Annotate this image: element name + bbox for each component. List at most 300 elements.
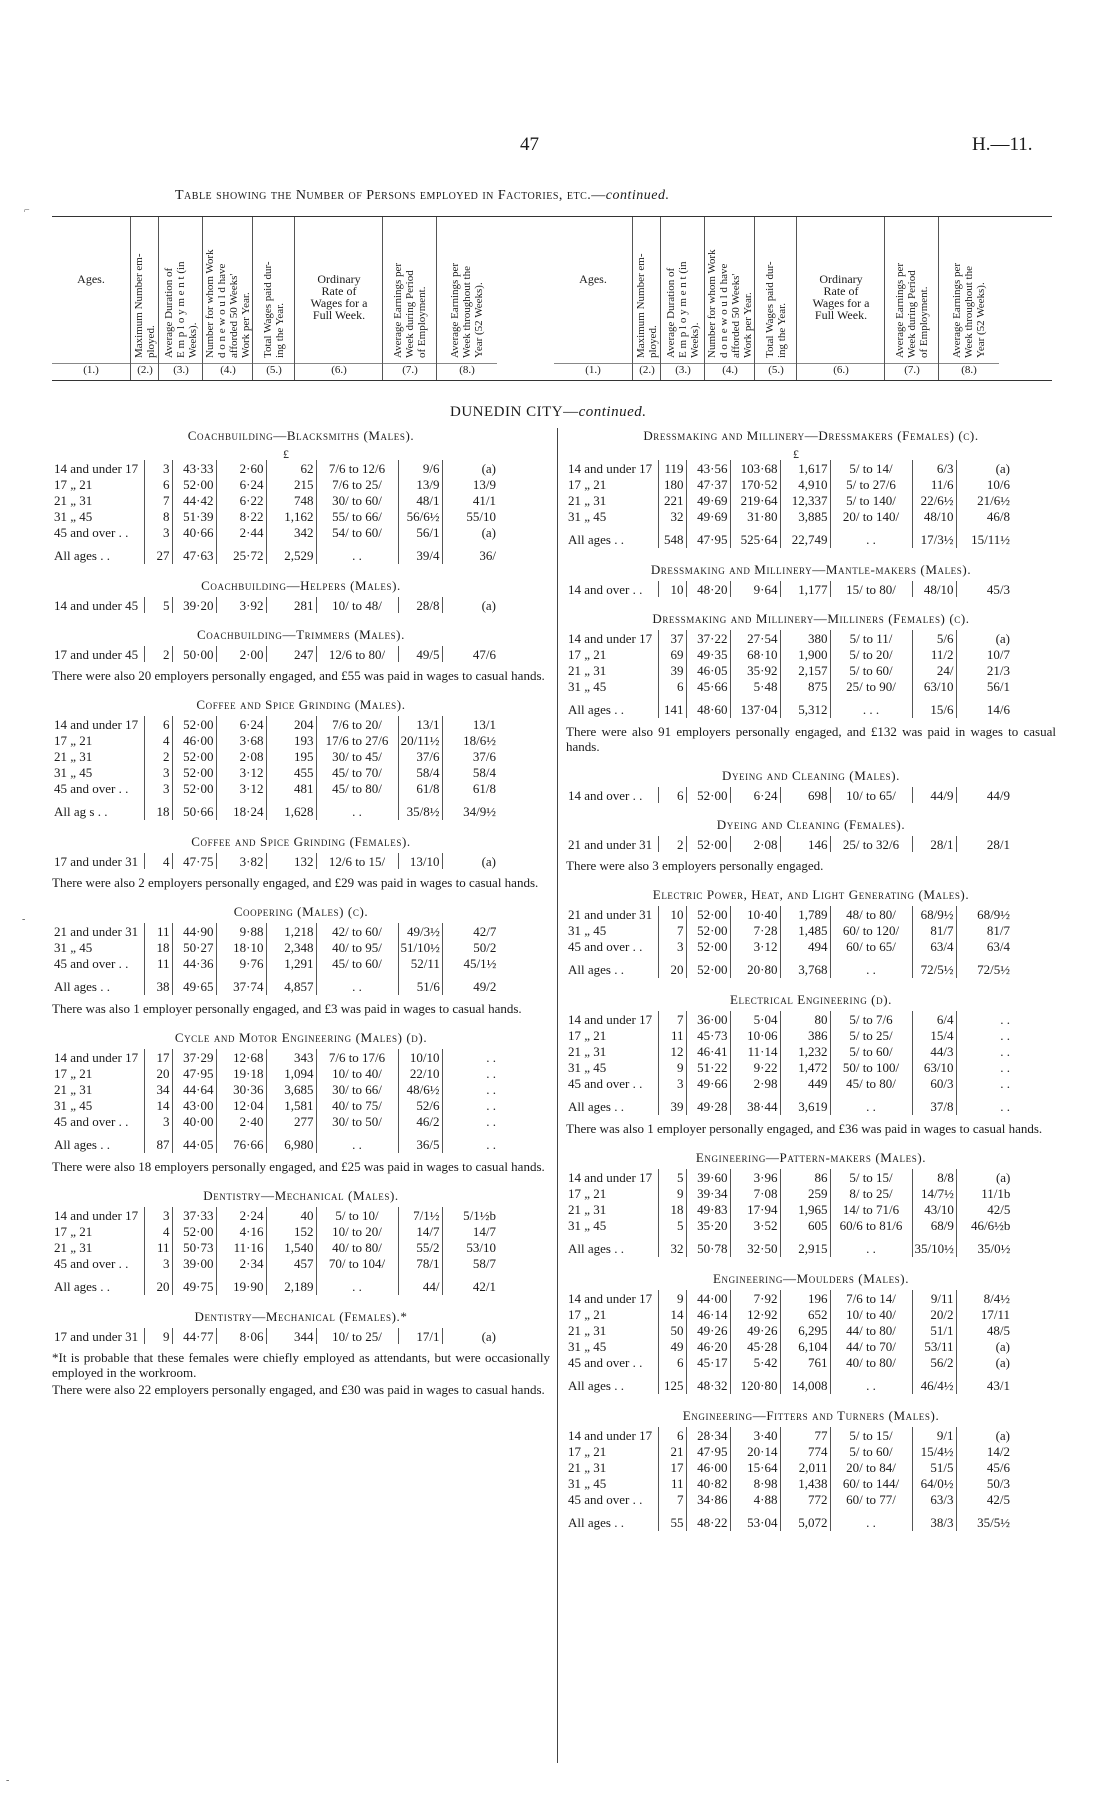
table-cell: 80	[780, 1011, 830, 1027]
table-cell: 39	[658, 1091, 686, 1115]
table-cell: . .	[442, 1113, 498, 1129]
table-cell: 45/ to 60/	[316, 955, 398, 971]
table-section	[52, 1030, 550, 1174]
table-row	[566, 1306, 1012, 1322]
table-cell: 31 „ 45	[54, 1097, 93, 1113]
table-cell: 1,162	[266, 508, 316, 524]
header-cell	[52, 217, 130, 380]
table-cell: 3·82	[216, 853, 266, 869]
table-cell: 146	[780, 836, 830, 852]
table-cell: 45 and over . .	[568, 1491, 643, 1507]
table-cell: 41/1	[442, 492, 498, 508]
table-cell: 15·64	[730, 1459, 780, 1475]
table-cell: All ages . .	[54, 547, 110, 563]
table-cell: 49	[658, 1338, 686, 1354]
table-cell: 14 and under 17	[568, 1290, 653, 1306]
section-title: Coachbuilding—Helpers (Males).	[201, 578, 401, 593]
table-cell: 2	[658, 836, 686, 852]
data-table	[566, 836, 1012, 852]
section-title: Electric Power, Heat, and Light Generating (Males).	[652, 887, 970, 902]
table-row	[566, 1059, 1012, 1075]
table-cell: 3	[658, 938, 686, 954]
table-cell: 5/ to 60/	[830, 1043, 912, 1059]
table-row	[566, 492, 1012, 508]
table-cell: 5/ to 60/	[830, 662, 912, 678]
table-cell: 1,617	[780, 460, 830, 476]
table-cell: 14 and under 45	[54, 597, 139, 613]
table-cell: 43·00	[172, 1097, 216, 1113]
table-cell: . .	[830, 1370, 912, 1394]
table-cell: 51·39	[172, 508, 216, 524]
table-cell: 35·20	[686, 1217, 730, 1233]
data-table	[52, 1207, 498, 1295]
table-cell: 132	[266, 853, 316, 869]
table-cell: 3	[144, 460, 172, 476]
table-cell: 11·16	[216, 1239, 266, 1255]
table-section	[52, 428, 550, 564]
table-cell: 50/ to 100/	[830, 1059, 912, 1075]
table-cell: 119	[658, 460, 686, 476]
table-cell: 81/7	[956, 922, 1012, 938]
table-cell: 52·00	[686, 836, 730, 852]
table-cell: 22/10	[398, 1065, 442, 1081]
table-cell: 42/5	[956, 1201, 1012, 1217]
table-cell: 10/6	[956, 476, 1012, 492]
table-cell: 40/ to 75/	[316, 1097, 398, 1113]
table-cell: 50·00	[172, 646, 216, 662]
header-cell	[158, 217, 203, 380]
table-cell: 44/ to 70/	[830, 1338, 912, 1354]
table-cell: 28/8	[398, 597, 442, 613]
table-section	[566, 428, 1056, 548]
header-label: Ages.	[77, 272, 105, 286]
table-cell: 50·66	[172, 796, 216, 820]
table-cell: 22,749	[780, 524, 830, 548]
table-cell: 51/5	[912, 1459, 956, 1475]
table-cell: 25/ to 90/	[830, 678, 912, 694]
header-label: Total Wages paid dur- ing the Year.	[262, 261, 286, 358]
section-title: Coffee and Spice Grinding (Females).	[191, 834, 411, 849]
table-cell: 5/ to 27/6	[830, 476, 912, 492]
table-cell: 343	[266, 1049, 316, 1065]
table-cell: 30/ to 66/	[316, 1081, 398, 1097]
table-cell: 56/1	[956, 678, 1012, 694]
section-note: There were also 18 employers personally engaged, and £25 was paid in wages to casual hands.	[52, 1159, 545, 1174]
table-row	[566, 1075, 1012, 1091]
table-cell: 36/5	[398, 1129, 442, 1153]
table-cell: 548	[658, 524, 686, 548]
table-cell: . .	[316, 796, 398, 820]
table-cell: 37·74	[216, 971, 266, 995]
table-cell: 21/3	[956, 662, 1012, 678]
table-cell: 47/6	[442, 646, 498, 662]
table-cell: 20	[144, 1271, 172, 1295]
table-cell: 50·27	[172, 939, 216, 955]
table-cell: 7/6 to 20/	[316, 716, 398, 732]
table-section	[566, 887, 1056, 978]
table-cell: 37	[658, 630, 686, 646]
table-cell: 17	[144, 1049, 172, 1065]
table-cell: 2·40	[216, 1113, 266, 1129]
table-cell: 457	[266, 1255, 316, 1271]
table-cell: 46/2	[398, 1113, 442, 1129]
table-cell: 87	[144, 1129, 172, 1153]
table-cell: 15/4	[912, 1027, 956, 1043]
total-row	[566, 954, 1012, 978]
left-column	[52, 428, 550, 1411]
table-cell: All ages . .	[568, 701, 624, 717]
table-cell: 60/ to 65/	[830, 938, 912, 954]
table-cell: 20	[144, 1065, 172, 1081]
table-cell: 52·00	[686, 787, 730, 803]
header-number: (8.)	[459, 364, 475, 376]
table-row	[52, 955, 498, 971]
table-cell: 37·22	[686, 630, 730, 646]
table-cell: 45 and over . .	[54, 780, 129, 796]
table-cell: 14 and under 17	[568, 1011, 653, 1027]
table-cell: 51/6	[398, 971, 442, 995]
table-cell: 1,581	[266, 1097, 316, 1113]
table-cell: 51/10½	[398, 939, 442, 955]
header-cell	[632, 217, 661, 380]
header-label: Ordinary Rate of Wages for a Full Week.	[812, 272, 870, 322]
table-cell: 21 „ 31	[54, 492, 93, 508]
table-cell: 3	[144, 764, 172, 780]
table-cell: 204	[266, 716, 316, 732]
table-cell: 6·22	[216, 492, 266, 508]
table-row	[52, 732, 498, 748]
table-cell: 18	[144, 939, 172, 955]
table-row	[566, 1043, 1012, 1059]
table-row	[52, 1065, 498, 1081]
table-cell: 3	[144, 524, 172, 540]
table-row	[52, 1223, 498, 1239]
table-cell: 8/ to 25/	[830, 1185, 912, 1201]
table-cell: 21/6½	[956, 492, 1012, 508]
table-cell: 9	[144, 1328, 172, 1344]
table-cell: 21 „ 31	[54, 1239, 93, 1255]
header-cell	[754, 217, 797, 380]
table-cell: 31 „ 45	[568, 1475, 607, 1491]
table-cell: 8·06	[216, 1328, 266, 1344]
table-cell: 39·60	[686, 1169, 730, 1185]
section-title: Dressmaking and Millinery—Mantle-makers (Males).	[650, 562, 972, 577]
section-title: Dressmaking and Millinery—Milliners (Females) (c).	[652, 611, 970, 626]
table-cell: 20·80	[730, 954, 780, 978]
table-cell: 5·48	[730, 678, 780, 694]
table-cell: All ages . .	[54, 1136, 110, 1152]
currency-mark: £	[793, 447, 799, 461]
table-cell: 281	[266, 597, 316, 613]
table-cell: All ages . .	[54, 978, 110, 994]
table-cell: 49·26	[686, 1322, 730, 1338]
table-cell: 3·12	[216, 780, 266, 796]
table-cell: All ages . .	[568, 1514, 624, 1530]
table-cell: 5/ to 11/	[830, 630, 912, 646]
data-table	[566, 1290, 1012, 1394]
table-row	[52, 764, 498, 780]
table-cell: 47·95	[172, 1065, 216, 1081]
table-cell: 30/ to 50/	[316, 1113, 398, 1129]
data-table	[52, 716, 498, 820]
header-cell	[796, 217, 885, 380]
table-cell: 9	[658, 1290, 686, 1306]
table-cell: 11/1b	[956, 1185, 1012, 1201]
table-cell: 17 „ 21	[568, 1185, 607, 1201]
table-row	[566, 581, 1012, 597]
table-cell: 39	[658, 662, 686, 678]
table-cell: 21 „ 31	[568, 1322, 607, 1338]
table-cell: 35/5½	[956, 1507, 1012, 1531]
table-cell: 277	[266, 1113, 316, 1129]
table-cell: 4·88	[730, 1491, 780, 1507]
table-cell: 7/6 to 25/	[316, 476, 398, 492]
table-cell: 44/ to 80/	[830, 1322, 912, 1338]
table-cell: 219·64	[730, 492, 780, 508]
table-cell: 39/4	[398, 540, 442, 564]
table-section	[566, 1408, 1056, 1531]
table-cell: 45·17	[686, 1354, 730, 1370]
table-section	[52, 904, 550, 1016]
table-cell: All ages . .	[568, 1240, 624, 1256]
table-section	[566, 1271, 1056, 1394]
table-cell: 46·20	[686, 1338, 730, 1354]
table-cell: 5·42	[730, 1354, 780, 1370]
table-cell: 21 „ 31	[54, 1081, 93, 1097]
total-row	[52, 1271, 498, 1295]
table-row	[566, 1027, 1012, 1043]
table-cell: 2,189	[266, 1271, 316, 1295]
table-cell: 48/10	[912, 581, 956, 597]
table-row	[566, 787, 1012, 803]
data-table	[52, 597, 498, 613]
section-title: Dentistry—Mechanical (Males).	[203, 1188, 399, 1203]
table-cell: 5	[658, 1169, 686, 1185]
table-cell: 14 and under 17	[54, 716, 139, 732]
table-cell: (a)	[956, 1338, 1012, 1354]
table-cell: 259	[780, 1185, 830, 1201]
table-cell: 6	[144, 476, 172, 492]
table-cell: 45 and over . .	[568, 1075, 643, 1091]
table-cell: 17·94	[730, 1201, 780, 1217]
table-cell: 14 and under 17	[568, 630, 653, 646]
table-cell: 2	[144, 646, 172, 662]
table-cell: 40·66	[172, 524, 216, 540]
header-label: Total Wages paid dur- ing the Year.	[764, 261, 788, 358]
table-cell: 18·10	[216, 939, 266, 955]
table-cell: 17 „ 21	[54, 1223, 93, 1239]
table-cell: 12·68	[216, 1049, 266, 1065]
table-cell: 4,857	[266, 971, 316, 995]
table-cell: All ages . .	[568, 1098, 624, 1114]
table-cell: 49/2	[442, 971, 498, 995]
table-cell: 2,915	[780, 1233, 830, 1257]
table-cell: 52·00	[172, 780, 216, 796]
table-section	[566, 562, 1056, 597]
table-cell: 13/9	[398, 476, 442, 492]
table-cell: (a)	[956, 460, 1012, 476]
table-cell: 32	[658, 508, 686, 524]
table-cell: . .	[830, 524, 912, 548]
table-cell: 31 „ 45	[568, 922, 607, 938]
table-cell: . .	[442, 1065, 498, 1081]
table-cell: 9·76	[216, 955, 266, 971]
table-cell: 31 „ 45	[568, 1059, 607, 1075]
table-cell: 196	[780, 1290, 830, 1306]
table-cell: 47·75	[172, 853, 216, 869]
table-cell: 20/ to 84/	[830, 1459, 912, 1475]
table-row	[566, 508, 1012, 524]
table-cell: 48/10	[912, 508, 956, 524]
table-cell: 2,157	[780, 662, 830, 678]
table-cell: 50	[658, 1322, 686, 1338]
header-number: (1.)	[83, 364, 99, 376]
table-cell: 4	[144, 1223, 172, 1239]
data-table	[566, 581, 1012, 597]
table-cell: 53/10	[442, 1239, 498, 1255]
table-cell: 49·66	[686, 1075, 730, 1091]
table-cell: . .	[316, 1271, 398, 1295]
table-cell: 8/4½	[956, 1290, 1012, 1306]
currency-mark: £	[283, 447, 289, 461]
table-cell: 21 „ 31	[54, 748, 93, 764]
section-note: *It is probable that these females were chiefly employed as attendants, but were occasionally employed in the workroom.	[52, 1350, 550, 1380]
table-cell: 46/6½b	[956, 1217, 1012, 1233]
table-cell: 47·37	[686, 476, 730, 492]
table-cell: 6,104	[780, 1338, 830, 1354]
table-cell: 698	[780, 787, 830, 803]
table-cell: 21 „ 31	[568, 1043, 607, 1059]
table-cell: 81/7	[912, 922, 956, 938]
table-cell: 5/ to 15/	[830, 1169, 912, 1185]
table-cell: 5/ to 14/	[830, 460, 912, 476]
table-row	[566, 1475, 1012, 1491]
header-number: (2.)	[639, 364, 655, 376]
table-row	[52, 853, 498, 869]
table-cell: 9	[658, 1059, 686, 1075]
section-title: Cycle and Motor Engineering (Males) (d).	[174, 1030, 428, 1045]
table-row	[566, 922, 1012, 938]
header-number: (5.)	[266, 364, 282, 376]
section-note: There were also 20 employers personally engaged, and £55 was paid in wages to casual hands.	[52, 668, 545, 683]
table-cell: 5/ to 7/6	[830, 1011, 912, 1027]
table-cell: 52·00	[172, 764, 216, 780]
table-cell: 6,980	[266, 1129, 316, 1153]
table-row	[566, 460, 1012, 476]
table-cell: 7·08	[730, 1185, 780, 1201]
table-cell: 56/6½	[398, 508, 442, 524]
table-cell: 10/7	[956, 646, 1012, 662]
table-cell: 6	[658, 1354, 686, 1370]
table-row	[52, 1049, 498, 1065]
table-row	[52, 460, 498, 476]
table-cell: 15/4½	[912, 1443, 956, 1459]
table-row	[52, 1239, 498, 1255]
table-cell: 44·36	[172, 955, 216, 971]
table-cell: 32·50	[730, 1233, 780, 1257]
table-cell: . .	[316, 540, 398, 564]
table-section	[566, 611, 1056, 754]
table-cell: 21 „ 31	[568, 662, 607, 678]
table-cell: . .	[956, 1027, 1012, 1043]
table-cell: 44/	[398, 1271, 442, 1295]
table-cell: All ages . .	[54, 1278, 110, 1294]
table-cell: . .	[956, 1043, 1012, 1059]
table-cell: 50·73	[172, 1239, 216, 1255]
data-table	[52, 1049, 498, 1153]
table-cell: 43/1	[956, 1370, 1012, 1394]
table-cell: 18	[144, 796, 172, 820]
table-cell: 12/6 to 15/	[316, 853, 398, 869]
table-cell: 48/6½	[398, 1081, 442, 1097]
table-cell: 221	[658, 492, 686, 508]
table-section	[52, 627, 550, 683]
table-cell: 64/0½	[912, 1475, 956, 1491]
table-cell: 70/ to 104/	[316, 1255, 398, 1271]
header-number: (7.)	[402, 364, 418, 376]
header-label: Average Duration of E m p l o y m e n t (in Weeks).	[163, 261, 199, 358]
table-cell: 2·08	[216, 748, 266, 764]
table-cell: 13/1	[442, 716, 498, 732]
header-number: (1.)	[585, 364, 601, 376]
table-cell: All ages . .	[568, 961, 624, 977]
table-cell: 52·00	[686, 954, 730, 978]
table-cell: (a)	[442, 460, 498, 476]
table-cell: 34·86	[686, 1491, 730, 1507]
table-cell: 42/ to 60/	[316, 923, 398, 939]
table-cell: 11	[144, 1239, 172, 1255]
table-cell: 17 and under 45	[54, 646, 139, 662]
table-cell: 52·00	[686, 906, 730, 922]
table-cell: 34/9½	[442, 796, 498, 820]
table-cell: 50·78	[686, 1233, 730, 1257]
table-cell: (a)	[442, 597, 498, 613]
table-cell: 3	[144, 1255, 172, 1271]
table-cell: 7	[658, 922, 686, 938]
table-cell: 1,177	[780, 581, 830, 597]
table-cell: 9/11	[912, 1290, 956, 1306]
table-cell: 61/8	[442, 780, 498, 796]
header-label: Average Earnings per Week during Period of Employment.	[392, 262, 428, 358]
table-cell: 30·36	[216, 1081, 266, 1097]
table-cell: 3·40	[730, 1427, 780, 1443]
table-cell: 37/8	[912, 1091, 956, 1115]
header-label: Maximum Number em- ployed.	[635, 253, 659, 358]
table-cell: 14/6	[956, 694, 1012, 718]
table-cell: 3,885	[780, 508, 830, 524]
table-cell: 37·29	[172, 1049, 216, 1065]
table-cell: 42/7	[442, 923, 498, 939]
table-cell: 17	[658, 1459, 686, 1475]
page-reference: H.—11.	[972, 134, 1033, 155]
table-section	[566, 768, 1056, 803]
table-cell: . .	[830, 1233, 912, 1257]
table-cell: 10/ to 40/	[316, 1065, 398, 1081]
table-cell: 50/2	[442, 939, 498, 955]
section-note: There were also 22 employers personally engaged, and £30 was paid in wages to casual hands.	[52, 1382, 545, 1397]
table-cell: 45·28	[730, 1338, 780, 1354]
table-cell: 27·54	[730, 630, 780, 646]
table-row	[566, 1290, 1012, 1306]
table-cell: 18	[658, 1201, 686, 1217]
table-cell: 875	[780, 678, 830, 694]
table-cell: 45 and over . .	[54, 1113, 129, 1129]
table-cell: 31·80	[730, 508, 780, 524]
table-cell: 21 „ 31	[568, 1201, 607, 1217]
table-cell: 17 „ 21	[54, 476, 93, 492]
table-section	[52, 578, 550, 613]
table-cell: 49/3½	[398, 923, 442, 939]
